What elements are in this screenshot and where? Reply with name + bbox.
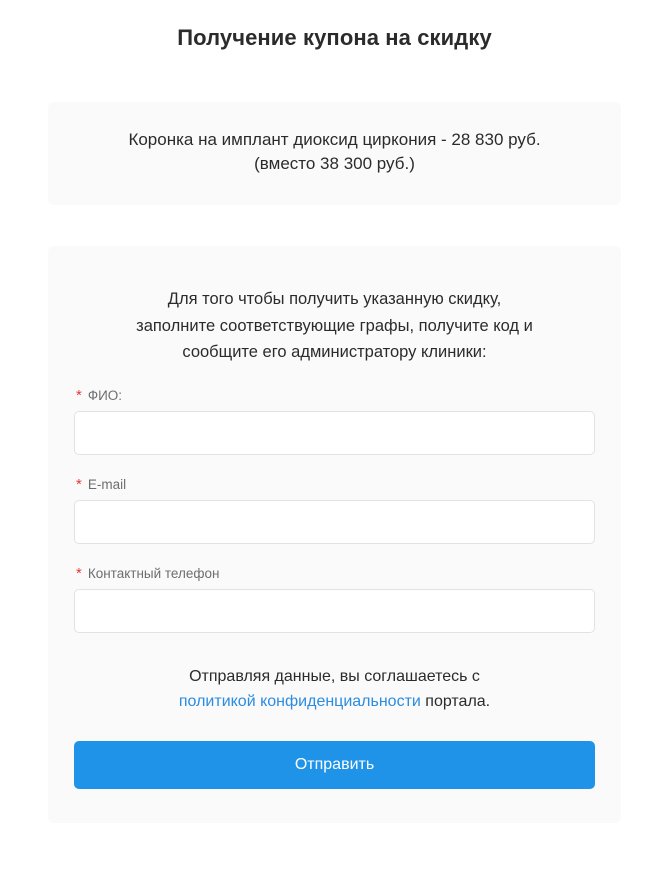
field-phone — [74, 566, 595, 633]
page-title: Получение купона на скидку — [177, 25, 492, 50]
field-phone-label — [74, 566, 595, 581]
field-fullname-label — [74, 388, 595, 403]
offer-line-old-price: (вместо 38 300 руб.) — [254, 154, 415, 174]
form-intro-line-1: Для того чтобы получить указанную скидку, — [167, 289, 502, 308]
field-email — [74, 477, 595, 544]
required-asterisk-icon: * — [76, 387, 82, 405]
field-email-label — [74, 477, 595, 492]
consent-line-1: Отправляя данные, вы соглашаетесь с — [189, 668, 480, 686]
field-fullname-label-text: ФИО: — [87, 388, 123, 404]
email-input[interactable] — [74, 500, 595, 544]
required-asterisk-icon: * — [76, 565, 82, 583]
consent-line-2 — [74, 690, 595, 715]
field-fullname — [74, 388, 595, 455]
form-intro-line-3: сообщите его администратору клиники: — [182, 343, 487, 362]
field-email-label-text: E-mail — [87, 477, 127, 493]
required-asterisk-icon: * — [76, 476, 82, 494]
submit-button[interactable]: Отправить — [74, 741, 595, 789]
offer-line-price: Коронка на имплант диоксид циркония - 28 830 руб. — [128, 129, 541, 149]
form-intro-line-2: заполните соответствующие графы, получите код и — [136, 316, 533, 335]
privacy-policy-link[interactable]: политикой конфиденциальности — [178, 692, 421, 710]
form-intro — [74, 286, 595, 366]
consent-text — [74, 665, 595, 715]
field-phone-label-text: Контактный телефон — [87, 566, 220, 582]
consent-suffix: портала. — [420, 692, 491, 710]
phone-input[interactable] — [74, 589, 595, 633]
offer-card — [48, 102, 621, 205]
fullname-input[interactable] — [74, 411, 595, 455]
coupon-form — [48, 246, 621, 823]
